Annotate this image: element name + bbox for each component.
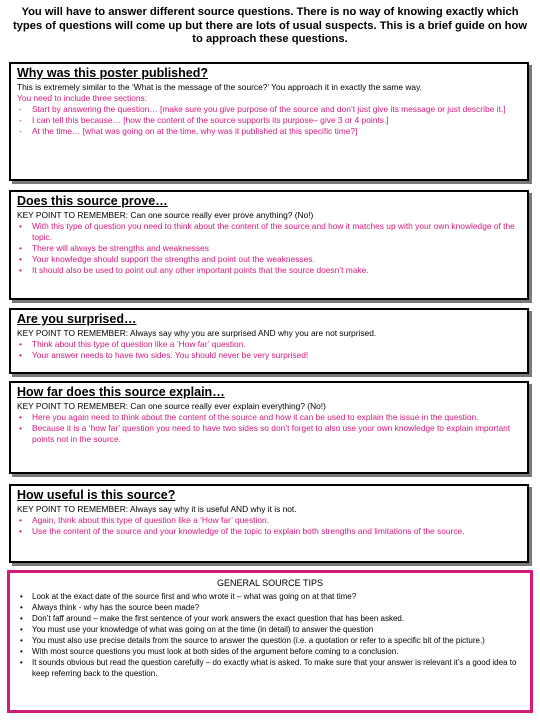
section-why-published bbox=[9, 62, 529, 181]
list-item: • It sounds obvious but read the question carefully – do exactly what is asked. To make sure that your answer is relevant it’s a good idea to keep referring back to the question. bbox=[20, 658, 517, 678]
section-list bbox=[17, 339, 521, 361]
key-point: KEY POINT TO REMEMBER: Can one source really ever prove anything? (No!) bbox=[17, 210, 314, 220]
list-item: • You must use your knowledge of what was going on at the time (in detail) to answer the question bbox=[20, 625, 374, 634]
section-does-source-prove bbox=[9, 190, 529, 300]
list-item: • Because it is a ‘how far’ question you need to have two sides so don’t forget to also use your own knowledge to explain important points not in the source. bbox=[19, 423, 511, 444]
list-item: • Don’t faff around – make the first sentence of your work answers the exact question that has been asked. bbox=[20, 614, 405, 623]
section-how-useful bbox=[9, 484, 529, 563]
section-list bbox=[17, 221, 521, 276]
section-title: Why was this poster published? bbox=[17, 66, 208, 80]
list-item: • Your knowledge should support the strengths and point out the weaknesses. bbox=[19, 254, 315, 264]
list-item: • Your answer needs to have two sides. You should never be very surprised! bbox=[19, 350, 309, 360]
section-title: Are you surprised… bbox=[17, 312, 137, 326]
section-are-you-surprised bbox=[9, 308, 529, 374]
list-item: • Always think - why has the source been made? bbox=[20, 603, 200, 612]
list-item: • Use the content of the source and your knowledge of the topic to explain both strengths and limitations of the source. bbox=[19, 526, 465, 536]
section-title: How useful is this source? bbox=[17, 488, 176, 502]
section-list bbox=[17, 412, 521, 445]
section-title: Does this source prove… bbox=[17, 194, 168, 208]
section-list bbox=[17, 515, 521, 537]
list-item: • With this type of question you need to think about the content of the source and how it matches up with your own knowledge of the topic. bbox=[19, 221, 515, 242]
list-item: - At the time… [what was going on at the time, why was it published at this specific time?] bbox=[19, 126, 358, 136]
intro-header: You will have to answer different source questions. There is no way of knowing exactly which types of questions will come up but there are lots of usual suspects. This is a brief guide on how to approach these questions. bbox=[12, 6, 528, 46]
key-point: KEY POINT TO REMEMBER: Can one source really ever explain everything? (No!) bbox=[17, 401, 326, 411]
list-item: • Here you again need to think about the content of the source and how it can be used to explain the issue in the question. bbox=[19, 412, 479, 422]
list-item: • There will always be strengths and weaknesses bbox=[19, 243, 209, 253]
list-item: • Again, think about this type of question like a ‘How far’ question. bbox=[19, 515, 269, 525]
list-item: - I can tell this because… [how the content of the source supports its purpose– give 3 or 4 points.] bbox=[19, 115, 389, 125]
list-item: • You must also use precise details from the source to answer the question (i.e. a quotation or refer to a specific bit of the picture.) bbox=[20, 636, 485, 645]
section-intro: This is extremely similar to the ‘What is the message of the source?’ You approach it in exactly the same way. bbox=[17, 82, 422, 92]
key-point: KEY POINT TO REMEMBER: Always say why you are surprised AND why you are not surprised. bbox=[17, 328, 377, 338]
list-item: • With most source questions you must look at both sides of the argument before coming to a conclusion. bbox=[20, 647, 399, 656]
list-item: • Think about this type of question like a ‘How far’ question. bbox=[19, 339, 246, 349]
key-point: KEY POINT TO REMEMBER: Always say why it is useful AND why it is not. bbox=[17, 504, 297, 514]
section-how-far-explain bbox=[9, 381, 529, 474]
list-item: • Look at the exact date of the source first and who wrote it – what was going on at that time? bbox=[20, 592, 357, 601]
general-tips-box bbox=[7, 570, 533, 713]
section-need: You need to include three sections: bbox=[17, 93, 148, 103]
tips-list bbox=[18, 591, 522, 679]
tips-title: GENERAL SOURCE TIPS bbox=[216, 578, 324, 588]
section-list bbox=[17, 104, 521, 137]
list-item: - Start by answering the question… [make sure you give purpose of the source and don’t just give its message or just describe it.] bbox=[19, 104, 506, 114]
section-title: How far does this source explain… bbox=[17, 385, 225, 399]
list-item: • It should also be used to point out any other important points that the source doesn’t make. bbox=[19, 265, 369, 275]
